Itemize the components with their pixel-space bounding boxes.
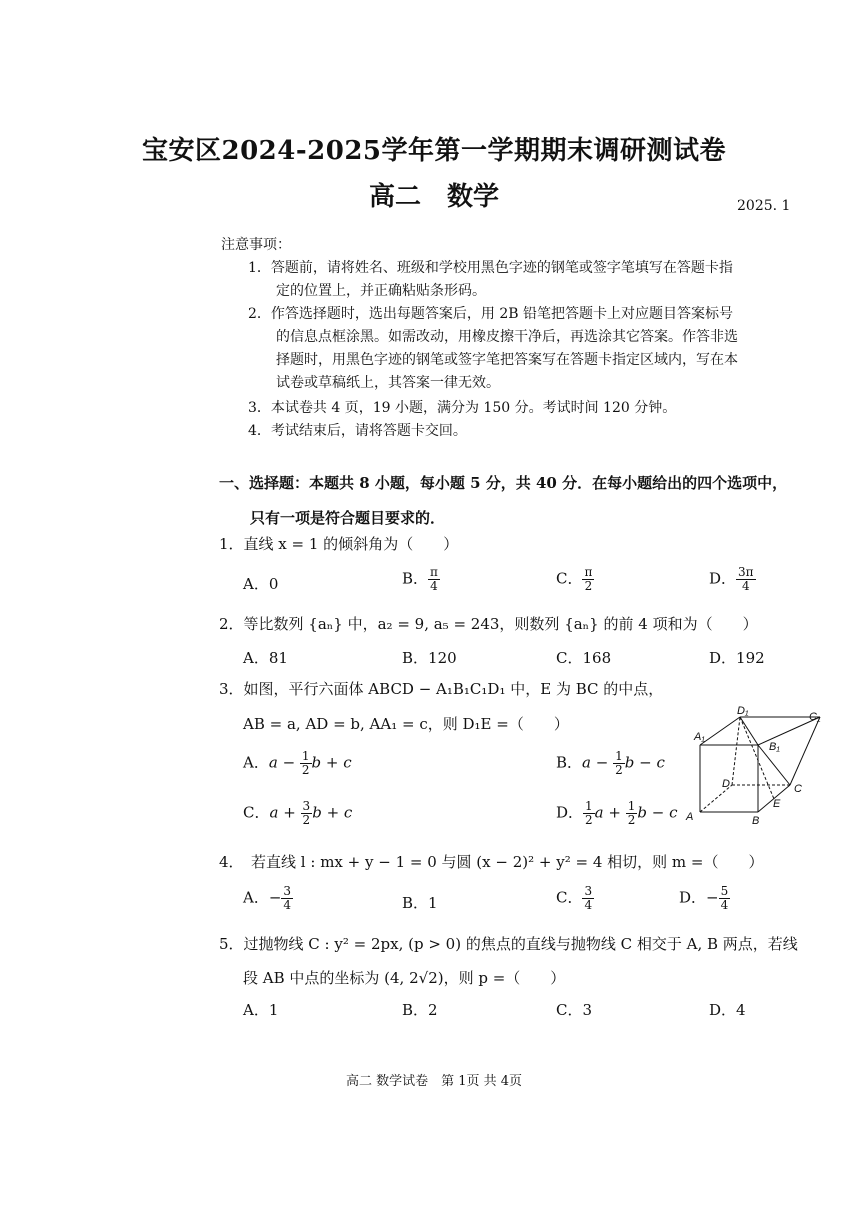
question-5-stem-2: 段 AB 中点的坐标为 (4, 2√2)，则 p =（ ） [243,969,566,987]
q3-option-d: D． $\frac{1}{2}$ a + $\frac{1}{2}$ b − c [556,799,678,827]
question-3-stem-2: AB = a, AD = b, AA₁ = c，则 D₁E =（ ） [243,715,569,733]
label-b1: B₁ [769,741,780,753]
q4-option-a: A．− $\frac{3}{4}$ [243,884,292,912]
q5-option-b: B．2 [402,1001,438,1019]
q4-option-c: C． $\frac{3}{4}$ [556,884,593,912]
q3-option-b: B．a − $\frac{1}{2}$ b − c [556,749,665,777]
q3-option-a: A．a − $\frac{1}{2}$ b + c [243,749,352,777]
label-a: A [686,811,694,823]
notice-line: 定的位置上，并正确粘贴条形码。 [248,283,486,299]
q1-option-b: B． $\frac{\pi}{4}$ [402,565,438,593]
notice-heading: 注意事项： [221,237,291,253]
label-c1: C₁ [809,711,821,723]
label-e: E [773,798,781,810]
section-heading-cont: 只有一项是符合题目要求的． [250,509,446,527]
label-d1: D₁ [737,705,749,717]
label-c: C [794,783,802,795]
q1-option-d: D． $\frac{3\pi}{4}$ [709,565,754,593]
notice-line: 择题时，用黑色字迹的钢笔或签字笔把答案写在答题卡指定区域内，写在本 [248,352,738,368]
q5-option-d: D．4 [709,1001,746,1019]
section-heading: 一、选择题：本题共 8 小题，每小题 5 分，共 40 分．在每小题给出的四个选项中， [219,474,788,492]
label-d: D [722,778,730,790]
exam-subtitle: 高二 数学 [368,182,499,212]
q2-option-d: D．192 [709,649,765,667]
q5-option-c: C．3 [556,1001,593,1019]
notice-line: 2．作答选择题时，选出每题答案后，用 2B 铅笔把答题卡上对应题目答案标号 [248,306,734,322]
label-b: B [752,815,760,825]
notice-line: 3．本试卷共 4 页，19 小题，满分为 150 分。考试时间 120 分钟。 [248,400,677,416]
exam-title: 宝安区2024-2025学年第一学期期末调研测试卷 [141,136,727,166]
exam-date: 2025. 1 [737,198,791,214]
question-4-stem: 4． 若直线 l : mx + y − 1 = 0 与圆 (x − 2)² + y² = 4 相切，则 m =（ ） [219,853,764,871]
q1-option-a: A．0 [243,575,279,593]
question-2-stem: 2．等比数列 {aₙ} 中，a₂ = 9, a₅ = 243，则数列 {aₙ} 的前 4 项和为（ ） [219,615,758,633]
question-3-stem: 3．如图，平行六面体 ABCD − A₁B₁C₁D₁ 中，E 为 BC 的中点， [219,680,664,698]
q5-option-a: A．1 [243,1001,279,1019]
question-1-stem: 1．直线 x = 1 的倾斜角为（ ） [219,535,459,553]
parallelepiped-figure [680,700,830,825]
q3-option-c: C．a + $\frac{3}{2}$ b + c [243,799,353,827]
notice-line: 的信息点框涂黑。如需改动，用橡皮擦干净后，再选涂其它答案。作答非选 [248,329,738,345]
q4-option-d: D．− $\frac{5}{4}$ [679,884,729,912]
q1-option-c: C． $\frac{\pi}{2}$ [556,565,593,593]
q2-option-a: A．81 [243,649,288,667]
q2-option-c: C．168 [556,649,612,667]
page-footer: 高二 数学试卷 第 1页 共 4页 [345,1074,523,1089]
q4-option-b: B．1 [402,894,438,912]
label-a1: A₁ [694,731,705,743]
q2-option-b: B．120 [402,649,457,667]
notice-line: 1．答题前，请将姓名、班级和学校用黑色字迹的钢笔或签字笔填写在答题卡指 [248,260,733,276]
question-5-stem: 5．过抛物线 C : y² = 2px, (p > 0) 的焦点的直线与抛物线 C 相交于 A, B 两点，若线 [219,935,798,953]
notice-line: 4．考试结束后，请将答题卡交回。 [248,423,467,439]
notice-line: 试卷或草稿纸上，其答案一律无效。 [248,375,500,391]
